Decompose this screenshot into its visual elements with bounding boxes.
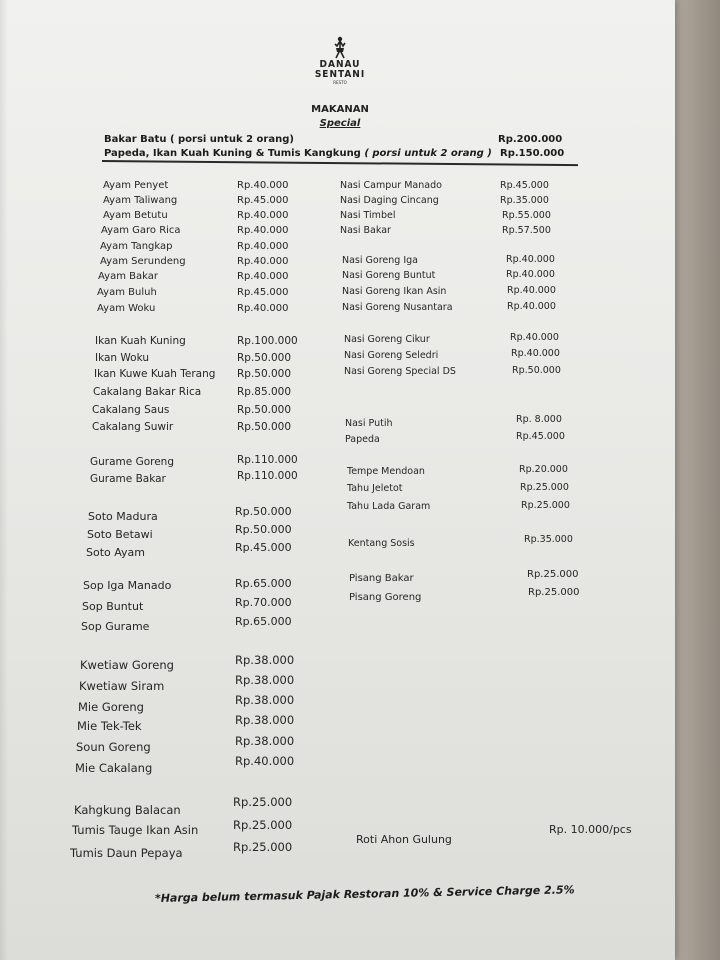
section-divider	[102, 160, 578, 166]
left-menu-item-price: Rp.38.000	[235, 673, 295, 687]
right-menu-item-price: Rp.45.000	[500, 180, 549, 191]
left-menu-item-price: Rp.65.000	[235, 615, 292, 628]
right-menu-item-name: Nasi Goreng Buntut	[342, 270, 436, 281]
right-menu-item-price: Rp. 8.000	[516, 414, 562, 425]
right-menu-item-name: Papeda	[345, 434, 380, 445]
section-title: MAKANAN	[311, 104, 369, 115]
special-item-name: Bakar Batu	[104, 134, 167, 145]
left-menu-item-name: Ayam Woku	[97, 303, 156, 314]
right-menu-item-name: Nasi Daging Cincang	[340, 195, 439, 206]
left-menu-item-name: Mie Cakalang	[75, 761, 153, 775]
right-menu-item-price: Rp.57.500	[502, 225, 551, 236]
left-menu-item-price: Rp.40.000	[237, 271, 289, 282]
left-menu-item-price: Rp.110.000	[237, 454, 298, 466]
left-menu-item-name: Ayam Buluh	[97, 287, 157, 298]
right-menu-item-name: Pisang Goreng	[349, 592, 422, 603]
left-menu-item-name: Soto Madura	[88, 510, 158, 523]
special-item	[104, 134, 294, 145]
left-menu-item-name: Tumis Daun Pepaya	[70, 846, 183, 860]
left-menu-item-price: Rp.50.000	[237, 404, 292, 416]
right-menu-item-price: Rp.25.000	[521, 500, 570, 511]
right-menu-item-price: Rp.35.000	[500, 195, 549, 206]
right-menu-item-name: Nasi Bakar	[340, 225, 391, 236]
left-menu-item-name: Ayam Betutu	[103, 210, 168, 221]
left-menu-item-price: Rp.40.000	[235, 754, 295, 768]
left-menu-item-name: Soto Ayam	[86, 546, 145, 559]
special-item-price: Rp.150.000	[500, 148, 565, 159]
brand-name-line1: DANAU	[319, 59, 361, 70]
left-menu-item-name: Gurame Bakar	[90, 473, 166, 485]
left-menu-item-price: Rp.45.000	[237, 287, 289, 298]
right-menu-item-price: Rp.40.000	[506, 269, 555, 280]
brand-name-line2: SENTANI	[314, 69, 366, 80]
left-menu-item-price: Rp.70.000	[235, 596, 292, 609]
left-menu-item-price: Rp.38.000	[235, 713, 295, 727]
left-menu-item-price: Rp.45.000	[237, 195, 289, 206]
special-item-price: Rp.200.000	[498, 134, 563, 145]
right-menu-item-price: Rp.50.000	[512, 365, 561, 376]
left-menu-item-price: Rp.40.000	[237, 256, 289, 267]
left-menu-item-price: Rp.38.000	[235, 653, 295, 667]
left-menu-item-name: Sop Gurame	[81, 620, 150, 633]
right-menu-item-price: Rp. 10.000/pcs	[549, 823, 632, 836]
left-menu-item-price: Rp.40.000	[237, 210, 289, 221]
right-menu-item-name: Nasi Goreng Ikan Asin	[342, 286, 447, 297]
right-menu-item-price: Rp.25.000	[528, 587, 580, 598]
left-menu-item-price: Rp.25.000	[233, 795, 293, 809]
left-menu-item-name: Ayam Garo Rica	[101, 225, 181, 236]
left-menu-item-name: Cakalang Saus	[92, 404, 170, 416]
left-menu-item-price: Rp.25.000	[233, 818, 293, 832]
brand-logo	[305, 36, 375, 85]
right-menu-item-name: Nasi Timbel	[340, 210, 396, 221]
right-menu-item-price: Rp.20.000	[519, 464, 568, 475]
right-menu-item-price: Rp.55.000	[502, 210, 551, 221]
right-menu-item-name: Nasi Goreng Special DS	[344, 366, 456, 377]
dancer-logo-icon	[331, 36, 349, 60]
right-menu-item-price: Rp.40.000	[507, 301, 556, 312]
left-menu-item-name: Ayam Penyet	[103, 180, 169, 191]
left-menu-item-name: Ikan Woku	[95, 352, 150, 364]
left-menu-item-name: Sop Buntut	[82, 600, 144, 613]
right-menu-item-name: Tahu Jeletot	[347, 483, 403, 494]
right-menu-item-name: Nasi Putih	[345, 418, 393, 429]
right-menu-item-name: Tempe Mendoan	[347, 466, 425, 477]
left-menu-item-price: Rp.40.000	[237, 303, 289, 314]
left-menu-item-name: Ayam Taliwang	[103, 195, 178, 206]
left-menu-item-price: Rp.50.000	[235, 505, 292, 518]
right-menu-item-name: Nasi Goreng Cikur	[344, 334, 430, 345]
left-menu-item-name: Tumis Tauge Ikan Asin	[72, 823, 199, 837]
left-menu-item-name: Kwetiaw Siram	[79, 679, 165, 693]
right-menu-item-price: Rp.40.000	[506, 254, 555, 265]
left-menu-item-name: Sop Iga Manado	[83, 579, 172, 592]
right-menu-item-name: Nasi Goreng Iga	[342, 255, 418, 266]
left-menu-item-name: Ikan Kuwe Kuah Terang	[94, 368, 216, 380]
left-menu-item-name: Ayam Bakar	[98, 271, 158, 282]
special-item-note: ( porsi untuk 2 orang )	[364, 148, 492, 159]
right-menu-item-name: Nasi Goreng Nusantara	[342, 302, 453, 313]
left-menu-item-name: Ayam Serundeng	[100, 256, 186, 267]
special-item-name: Papeda, Ikan Kuah Kuning & Tumis Kangkung	[104, 148, 361, 159]
left-menu-item-price: Rp.38.000	[235, 734, 295, 748]
right-menu-item-price: Rp.40.000	[507, 285, 556, 296]
tax-footnote: *Harga belum termasuk Pajak Restoran 10% & Service Charge 2.5%	[154, 883, 575, 905]
left-menu-item-price: Rp.38.000	[235, 693, 295, 707]
right-menu-item-price: Rp.45.000	[516, 431, 565, 442]
left-menu-item-name: Soun Goreng	[76, 740, 151, 754]
right-menu-item-price: Rp.40.000	[511, 348, 560, 359]
right-menu-item-price: Rp.25.000	[527, 569, 579, 580]
left-menu-item-name: Ayam Tangkap	[100, 241, 173, 252]
left-menu-item-price: Rp.110.000	[237, 470, 298, 482]
right-menu-item-name: Tahu Lada Garam	[347, 501, 431, 512]
left-menu-item-price: Rp.50.000	[237, 368, 292, 380]
paper-shadow	[0, 0, 8, 960]
brand-sub: RESTO	[333, 80, 347, 85]
special-item-note: ( porsi untuk 2 orang)	[169, 134, 294, 145]
right-menu-item-name: Kentang Sosis	[348, 538, 415, 549]
left-menu-item-name: Mie Tek-Tek	[77, 719, 142, 733]
left-menu-item-price: Rp.50.000	[237, 421, 292, 433]
left-menu-item-name: Kwetiaw Goreng	[80, 658, 174, 672]
left-menu-item-price: Rp.40.000	[237, 225, 289, 236]
left-menu-item-price: Rp.50.000	[237, 352, 292, 364]
right-menu-item-name: Pisang Bakar	[349, 573, 414, 584]
left-menu-item-name: Gurame Goreng	[90, 456, 174, 468]
left-menu-item-name: Cakalang Suwir	[92, 421, 174, 433]
left-menu-item-name: Cakalang Bakar Rica	[93, 386, 202, 398]
left-menu-item-price: Rp.100.000	[237, 335, 298, 347]
left-menu-item-name: Ikan Kuah Kuning	[95, 335, 186, 347]
right-menu-item-name: Roti Ahon Gulung	[356, 833, 452, 846]
left-menu-item-price: Rp.85.000	[237, 386, 292, 398]
left-menu-item-price: Rp.45.000	[235, 541, 292, 554]
right-menu-item-price: Rp.35.000	[524, 534, 573, 545]
left-menu-item-name: Kahgkung Balacan	[74, 803, 181, 817]
left-menu-item-name: Mie Goreng	[78, 700, 144, 714]
special-item	[104, 148, 492, 159]
left-menu-item-price: Rp.50.000	[235, 523, 292, 536]
left-menu-item-price: Rp.40.000	[237, 241, 289, 252]
left-menu-item-price: Rp.65.000	[235, 577, 292, 590]
right-menu-item-price: Rp.40.000	[510, 332, 559, 343]
section-subtitle: Special	[319, 118, 361, 129]
left-menu-item-price: Rp.25.000	[233, 840, 293, 854]
left-menu-item-name: Soto Betawi	[87, 528, 153, 541]
right-menu-item-name: Nasi Campur Manado	[340, 180, 442, 191]
right-menu-item-price: Rp.25.000	[520, 482, 569, 493]
right-menu-item-name: Nasi Goreng Seledri	[344, 350, 439, 361]
left-menu-item-price: Rp.40.000	[237, 180, 289, 191]
